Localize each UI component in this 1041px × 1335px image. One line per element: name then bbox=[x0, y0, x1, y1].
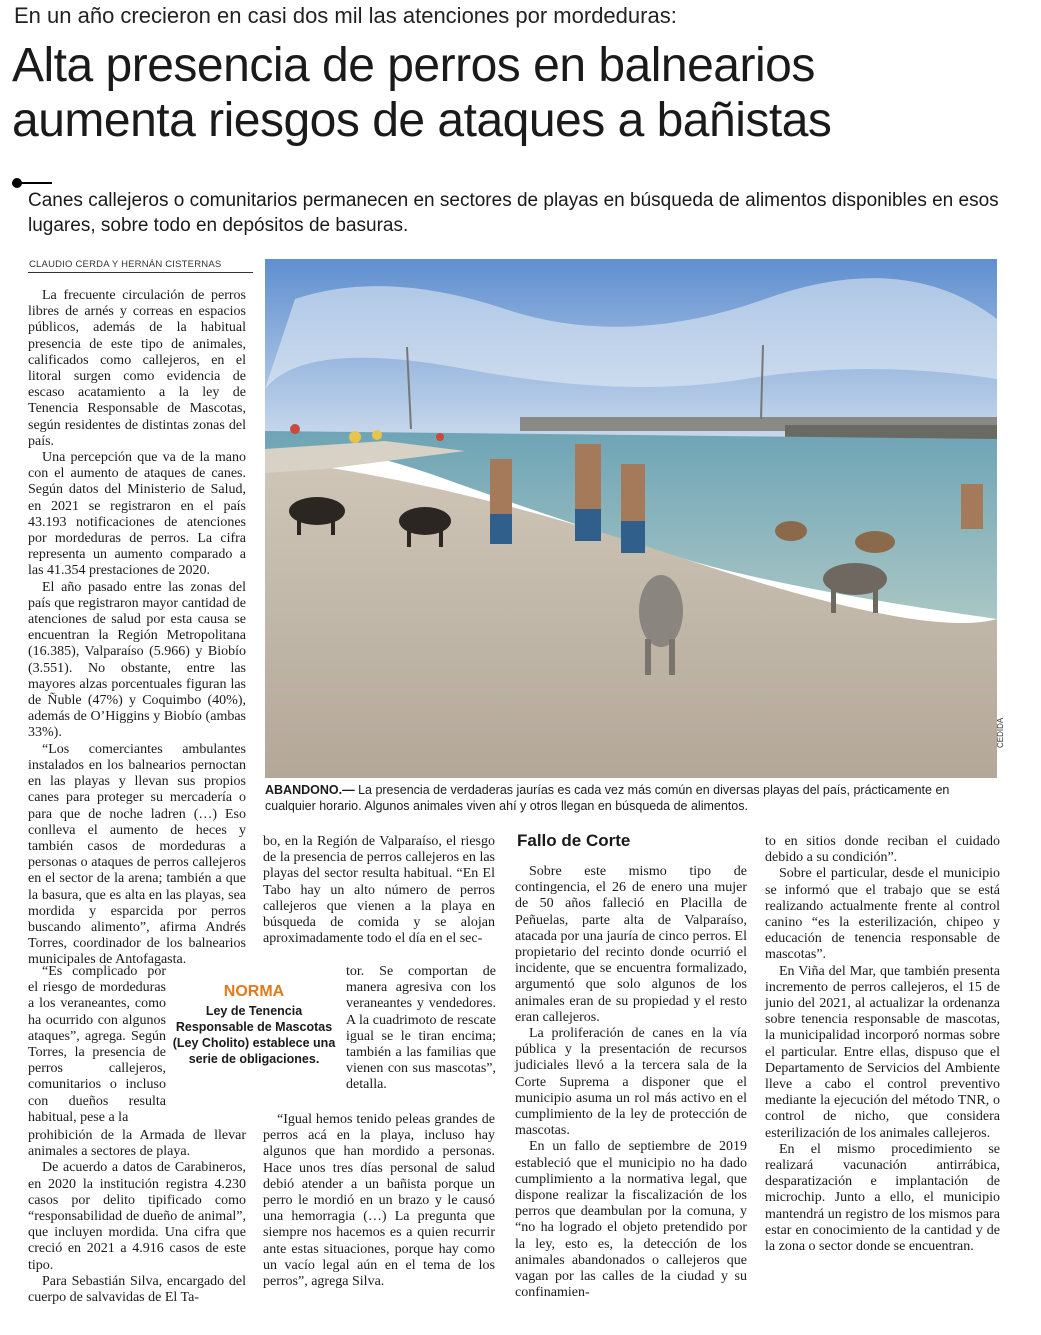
column-3 bbox=[515, 864, 747, 1301]
column-4 bbox=[765, 834, 1000, 1255]
byline-rule bbox=[28, 272, 253, 273]
paragraph: to en sitios donde reciban el cuidado debido a su condición”. bbox=[765, 834, 1000, 866]
paragraph: tor. Se comportan de manera agresiva con los veraneantes y vendedores. A la cuadrimoto de rescate igual se le tiran encima; también a las familias que vienen con sus mascotas”, detalla. bbox=[346, 964, 496, 1093]
bullet-icon bbox=[12, 178, 22, 188]
column-2-bottom bbox=[263, 1112, 495, 1290]
column-2-top bbox=[263, 834, 495, 947]
norma-text: Ley de Tenencia Responsable de Mascotas (Ley Cholito) establece una serie de obligaciones. bbox=[172, 1004, 336, 1066]
paragraph: “Igual hemos tenido peleas grandes de perros acá en la playa, incluso hay algunos que han mordido a personas. Hace unos tres días personal de salud debió atender a un bañista porque un perro le mordió en un brazo y le causó una hemorragia (…) La pregunta que siempre nos hacemos es a quien recurrir ante estas situaciones, porque hay como un vacío legal aún en el tema de los perros”, agrega Silva. bbox=[263, 1112, 495, 1290]
beach-dogs-photo bbox=[265, 259, 997, 778]
paragraph: En Viña del Mar, que también presenta incremento de perros callejeros, el 15 de junio del 2021, al actualizar la ordenanza sobre tenencia responsable de mascotas, la municipalidad incorporó normas sobre el particular. Entre ellas, dispuso que el Departamento de Servicios del Ambiente lleve a cabo el control preventivo mediante la ejecución del método TNR, o control de nicho, que considera esterilización de los animales callejeros. bbox=[765, 963, 1000, 1141]
norma-box bbox=[172, 983, 336, 1097]
paragraph: “Es complicado por el riesgo de mordeduras a los veraneantes, como ha ocurrido con algunos ataques”, agrega. Según Torres, la presencia de perros callejeros, comunitarios o incluso con dueños resulta habitual, pese a la bbox=[28, 964, 166, 1125]
paragraph: El año pasado entre las zonas del país que registraron mayor cantidad de atenciones de salud por esta causa se encuentran la Región Metropolitana (16.385), Valparaíso (5.966) y Biobío (3.551). No obstante, entre las mayores alzas porcentuales figuran las de Ñuble (47%) y Coquimbo (40%), además de O’Higgins y Biobío (ambas 33%). bbox=[28, 579, 246, 741]
paragraph: prohibición de la Armada de llevar animales a sectores de playa. bbox=[28, 1128, 246, 1160]
paragraph: La proliferación de canes en la vía pública y la presentación de recursos judiciales llevó a la tercera sala de la Corte Suprema a disponer que el municipio asuma un rol más activo en el cumplimiento de la ley de protección de mascotas. bbox=[515, 1026, 747, 1139]
photo-credit: CEDIDA bbox=[996, 717, 1005, 748]
column-2-right bbox=[346, 964, 496, 1094]
kicker: En un año crecieron en casi dos mil las atenciones por mordeduras: bbox=[14, 3, 677, 28]
headline bbox=[12, 38, 1032, 148]
deck: Canes callejeros o comunitarios permanecen en sectores de playas en búsqueda de alimentos disponibles en esos lugares, sobre todo en depósitos de basuras. bbox=[28, 190, 999, 236]
paragraph: Para Sebastián Silva, encargado del cuerpo de salvavidas de El Ta- bbox=[28, 1273, 246, 1306]
paragraph: bo, en la Región de Valparaíso, el riesgo de la presencia de perros callejeros en las playas del sector resulta habitual. “En El Tabo hay un alto número de perros callejeros que vienen a la playa en búsqueda de comida y se alojan aproximadamente todo el día en el sec- bbox=[263, 834, 495, 947]
paragraph: En un fallo de septiembre de 2019 estableció que el municipio no ha dado cumplimiento a la normativa legal, que dispone realizar la fiscalización de los perros que deambulan por la comuna, y “no ha logrado el objeto pretendido por la ley, esto es, la detección de los animales abandonados o callejeros que vagan por las calles de la ciudad y su confinamien- bbox=[515, 1139, 747, 1301]
column-1-bottom bbox=[28, 1128, 246, 1306]
norma-tag: NORMA bbox=[223, 983, 285, 1000]
byline: CLAUDIO CERDA Y HERNÁN CISTERNAS bbox=[29, 259, 222, 270]
column-1 bbox=[28, 288, 246, 969]
column-1-narrow bbox=[28, 964, 166, 1126]
headline-line-2: aumenta riesgos de ataques a bañistas bbox=[12, 94, 832, 147]
paragraph: De acuerdo a datos de Carabineros, en 2020 la institución registra 4.230 casos por delito tipificado como “responsabilidad de dueño de animal”, que incluyen mordida. Una cifra que creció en 2021 a 4.916 casos de este tipo. bbox=[28, 1160, 246, 1273]
paragraph: “Los comerciantes ambulantes instalados en los balnearios pernoctan en las playas y llevan sus propios canes para proteger su mercadería o para que de noche ladren (…) Eso conlleva el aumento de heces y también casos de mordeduras a personas o ataques de perros callejeros en el sector de la arena; también a que la basura, que es alta en las playas, sea mordida y esparcida por perros buscando alimento”, afirma Andrés Torres, coordinador de los balnearios municipales de Antofagasta. bbox=[28, 741, 246, 968]
paragraph: Una percepción que va de la mano con el aumento de ataques de canes. Según datos del Ministerio de Salud, en 2021 se registraron en el país 43.193 notificaciones de atenciones por mordeduras de perros. La cifra representa un aumento comparado a las 41.354 prestaciones de 2020. bbox=[28, 450, 246, 579]
headline-line-1: Alta presencia de perros en balnearios bbox=[12, 39, 815, 92]
photo-caption bbox=[265, 782, 1001, 814]
paragraph: Sobre este mismo tipo de contingencia, el 26 de enero una mujer de 50 años falleció en Placilla de Peñuelas, parte alta de Valparaíso, atacada por una jauría de cinco perros. El propietario del recinto donde ocurrió el incidente, que se encuentra formalizado, argumentó que solo algunos de los animales eran de su propiedad y el resto eran callejeros. bbox=[515, 864, 747, 1025]
paragraph: En el mismo procedimiento se realizará vacunación antirrábica, desparatización e implantación de microchip. Junto a ello, el municipio mantendrá un registro de los mismos para estar en conocimiento de la cantidad y de la zona o sector donde se encuentran. bbox=[765, 1141, 1000, 1255]
subhead: Fallo de Corte bbox=[517, 831, 631, 850]
caption-lead: ABANDONO.— bbox=[265, 783, 355, 797]
paragraph: Sobre el particular, desde el municipio se informó que el trabajo que se está realizando actualmente frente al control canino “es la esterilización, chipeo y educación de tenencia responsable de mascotas”. bbox=[765, 866, 1000, 963]
caption-text: La presencia de verdaderas jaurías es cada vez más común en diversas playas del país, prácticamente en cualquier horario. Algunos animales viven ahí y otros llegan en búsqueda de alimentos. bbox=[265, 783, 950, 813]
paragraph: La frecuente circulación de perros libres de arnés y correas en espacios públicos, además de la habitual presencia de este tipo de animales, calificados como callejeros, en el litoral surgen como evidencia de escaso acatamiento a la ley de Tenencia Responsable de Mascotas, según residentes de distintas zonas del país. bbox=[28, 288, 246, 449]
